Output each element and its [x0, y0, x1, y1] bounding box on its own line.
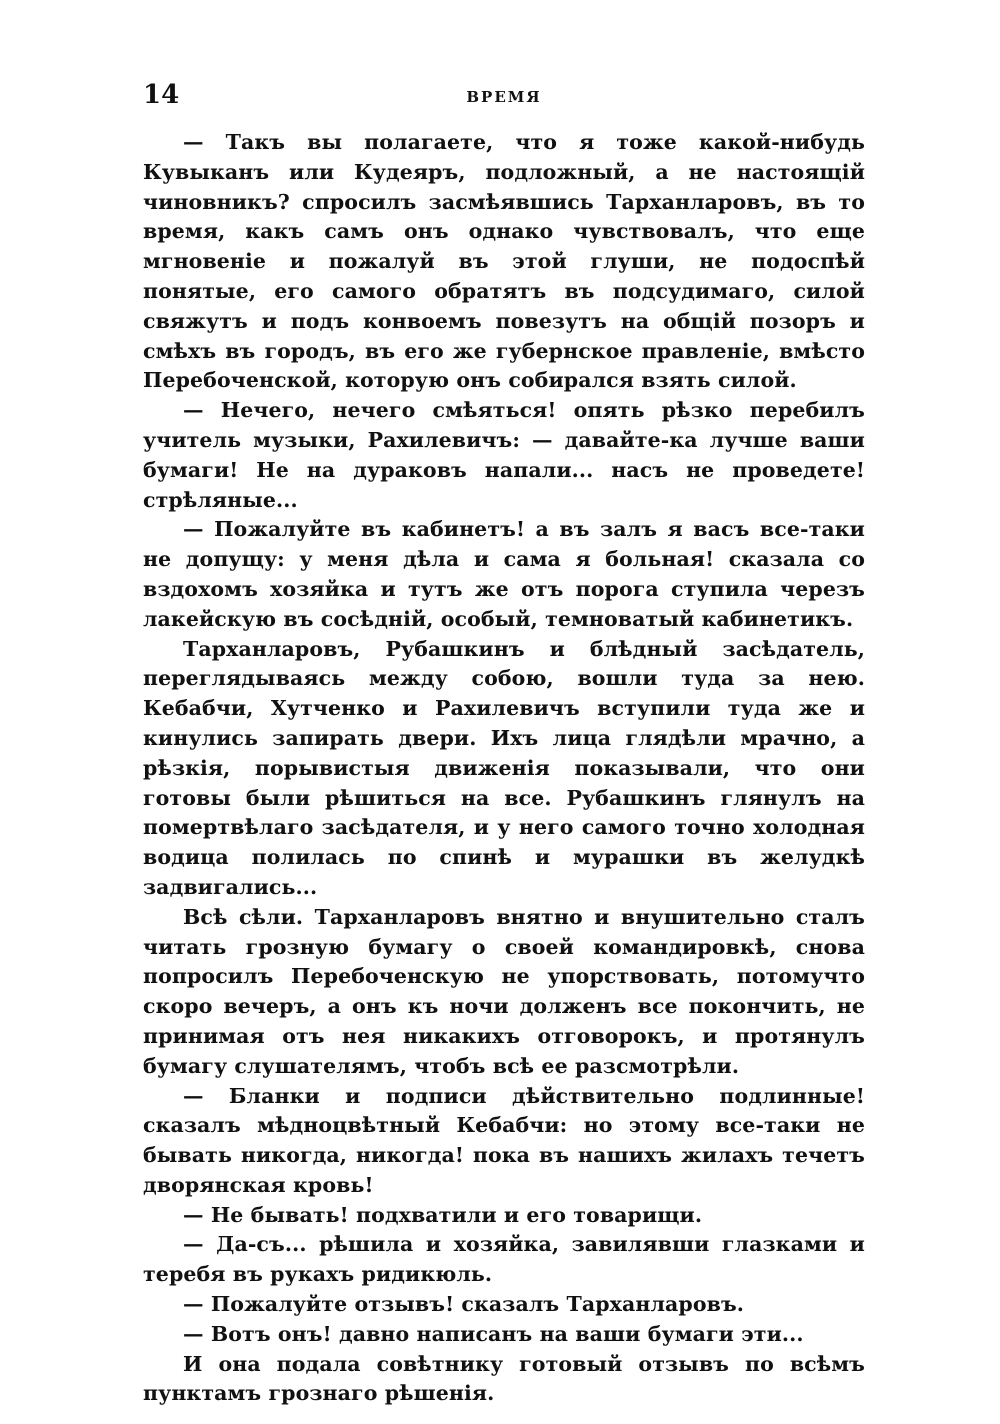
paragraph-6: — Бланки и подписи дѣйствительно подлинные! сказалъ мѣдноцвѣтный Кебабчи: но этому все-таки не бывать никогда, никогда! пока въ нашихъ жилахъ течетъ дворянская кровь! [143, 1083, 865, 1197]
paragraph-8: — Да-съ... рѣшила и хозяйка, завилявши глазками и теребя въ рукахъ ридикюль. [143, 1232, 865, 1287]
paragraph-4: Тарханларовъ, Рубашкинъ и блѣдный засѣдатель, переглядываясь между собою, вошли туда за нею. Кебабчи, Хутченко и Рахилевичъ вступили туда же и кинулись запирать двери. Ихъ лица глядѣли мрачно, а рѣзкія, порывистыя движенія показывали, что они готовы были рѣшиться на все. Рубашкинъ глянулъ на помертвѣлаго засѣдателя, и у него самого точно холодная водица полилась по спинѣ и мурашки въ желудкѣ задвигались... [143, 636, 865, 899]
page-number: 14 [143, 80, 180, 110]
paragraph-9: — Пожалуйте отзывъ! сказалъ Тарханларовъ. [183, 1292, 745, 1317]
paragraph-7: — Не бывать! подхватили и его товарищи. [183, 1202, 703, 1227]
running-title: ВРЕМЯ [466, 88, 542, 106]
paragraph-3: — Пожалуйте въ кабинетъ! а въ залъ я васъ все-таки не допущу: у меня дѣла и сама я больная! сказала со вздохомъ хозяйка и тутъ же отъ порога ступила черезъ лакейскую въ сосѣдній, особый, темноватый кабинетикъ. [143, 517, 865, 631]
paragraph-10: — Вотъ онъ! давно написанъ на ваши бумаги эти... [183, 1321, 804, 1346]
body-text [143, 128, 865, 1409]
page-header [143, 76, 865, 116]
paragraph-1: — Такъ вы полагаете, что я тоже какой-нибудь Кувыканъ или Кудеяръ, подложный, а не настоящій чиновникъ? спросилъ засмѣявшись Тарханларовъ, въ то время, какъ самъ онъ однако чувствовалъ, что еще мгновеніе и пожалуй въ этой глуши, не подоспѣй понятые, его самого обратятъ въ подсудимаго, силой свяжутъ и подъ конвоемъ повезутъ на общій позоръ и смѣхъ въ городъ, въ его же губернское правленіе, вмѣсто Перебоченской, которую онъ собирался взять силой. [143, 130, 865, 393]
paragraph-11: И она подала совѣтнику готовый отзывъ по всѣмъ пунктамъ грознаго рѣшенія. [143, 1351, 865, 1406]
paragraph-2: — Нечего, нечего смѣяться! опять рѣзко перебилъ учитель музыки, Рахилевичъ: — давайте-ка лучше ваши бумаги! Не на дураковъ напали... насъ не проведете! стрѣляные... [143, 398, 865, 512]
paragraph-5: Всѣ сѣли. Тарханларовъ внятно и внушительно сталъ читать грозную бумагу о своей командировкѣ, снова попросилъ Перебоченскую не упорствовать, потомучто скоро вечеръ, а онъ къ ночи долженъ все покончить, не принимая отъ нея никакихъ отговорокъ, и протянулъ бумагу слушателямъ, чтобъ всѣ ее разсмотрѣли. [143, 904, 865, 1078]
